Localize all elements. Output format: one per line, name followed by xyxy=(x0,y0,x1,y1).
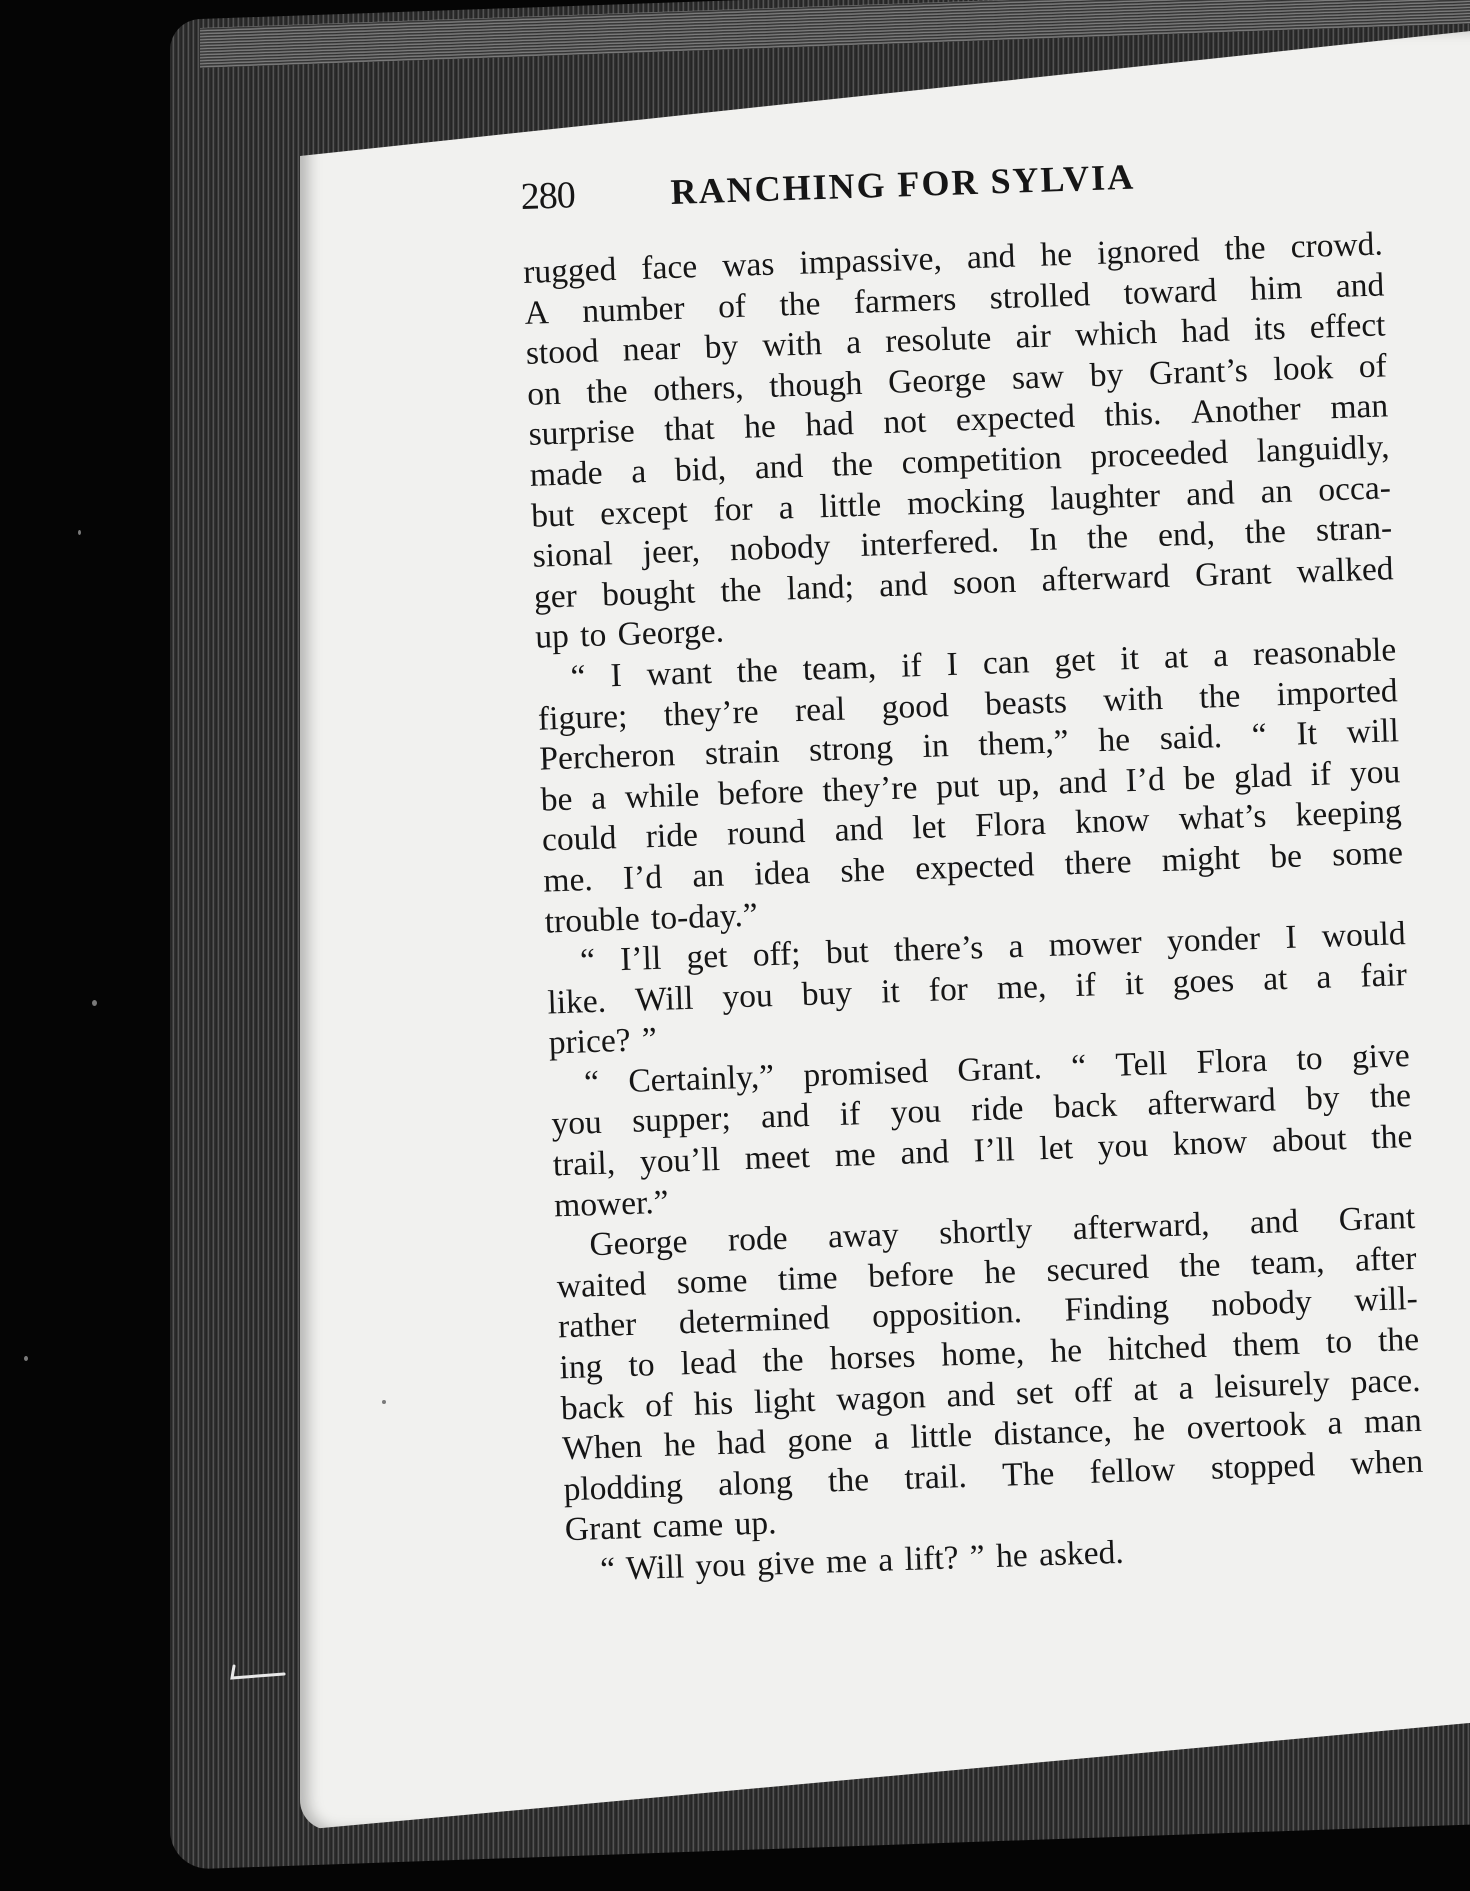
word: a xyxy=(1315,958,1332,996)
word: waited xyxy=(556,1265,647,1306)
word: if xyxy=(1309,755,1332,793)
word: get xyxy=(1053,641,1096,680)
word: me. xyxy=(542,860,594,900)
word: bought xyxy=(601,573,696,614)
word: they’re xyxy=(663,692,760,734)
word: fellow xyxy=(1089,1450,1176,1491)
word: face xyxy=(640,248,698,288)
word: buy xyxy=(801,974,853,1013)
word: the xyxy=(762,1341,805,1380)
word: rather xyxy=(557,1306,637,1346)
word: for xyxy=(928,970,969,1009)
word: this. xyxy=(1103,395,1162,435)
word: the xyxy=(1369,1077,1412,1116)
word: Grant xyxy=(1194,554,1272,594)
word: in xyxy=(921,727,950,766)
word: mocking xyxy=(906,481,1025,522)
word: know xyxy=(1074,801,1151,842)
word: give xyxy=(1351,1036,1411,1076)
word: expected xyxy=(914,846,1035,888)
word: know xyxy=(1172,1123,1248,1163)
word: goes xyxy=(1172,961,1235,1001)
word: and xyxy=(1249,1203,1299,1242)
word: you xyxy=(550,1104,603,1143)
word: at xyxy=(1163,638,1189,676)
word: near xyxy=(622,329,681,369)
word: some xyxy=(676,1261,749,1302)
word: beasts xyxy=(984,682,1068,723)
word: and xyxy=(834,810,884,850)
word: a xyxy=(1177,1368,1195,1407)
word: light xyxy=(753,1381,817,1421)
word: round xyxy=(726,813,806,853)
word: little xyxy=(909,1416,973,1456)
word: off; xyxy=(752,935,802,974)
text-line: “ Will you give me a lift? ” he asked. xyxy=(599,1533,1125,1589)
word: that xyxy=(663,410,716,449)
word: be xyxy=(540,780,573,819)
word: of xyxy=(1358,347,1388,386)
word: him xyxy=(1249,268,1303,308)
word: the xyxy=(736,651,779,691)
word: I xyxy=(1284,918,1298,957)
word: the xyxy=(1377,1320,1420,1360)
word: imported xyxy=(1276,671,1399,713)
word: by xyxy=(1089,355,1124,394)
text-line: price? ” xyxy=(548,1021,658,1062)
word: there’s xyxy=(893,929,984,970)
word: along xyxy=(717,1463,794,1503)
word: number xyxy=(581,289,686,330)
word: Grant. xyxy=(956,1049,1043,1089)
word: George xyxy=(887,360,987,401)
word: and xyxy=(945,1375,996,1415)
word: of xyxy=(644,1386,674,1425)
word: Grant’s xyxy=(1148,351,1249,393)
word: a xyxy=(1212,636,1229,675)
word: time xyxy=(777,1258,839,1298)
word: was xyxy=(721,245,775,285)
word: crowd. xyxy=(1289,225,1384,266)
word: be xyxy=(1269,837,1303,876)
word: at xyxy=(1262,959,1288,998)
word: of xyxy=(717,287,747,326)
word: A xyxy=(523,293,550,332)
word: ger xyxy=(533,577,578,616)
word: overtook xyxy=(1186,1405,1307,1447)
word: competition xyxy=(901,439,1063,482)
word: shortly xyxy=(938,1211,1033,1252)
word: the xyxy=(719,570,763,610)
word: George xyxy=(588,1223,689,1264)
word: the xyxy=(1244,512,1287,552)
word: languidly, xyxy=(1256,428,1391,470)
word: soon xyxy=(952,562,1017,602)
word: me xyxy=(834,1135,877,1175)
word: determined xyxy=(678,1299,831,1342)
word: sional xyxy=(532,535,614,575)
word: idea xyxy=(753,853,811,893)
word: fair xyxy=(1359,955,1408,995)
word: after xyxy=(1354,1239,1417,1279)
word: I’d xyxy=(1125,760,1166,799)
word: home, xyxy=(940,1333,1025,1374)
word: they’re xyxy=(821,768,918,810)
word: away xyxy=(827,1216,900,1256)
word: plodding xyxy=(562,1467,684,1509)
word: pace. xyxy=(1350,1361,1421,1401)
word: with xyxy=(1102,679,1164,719)
word: promised xyxy=(802,1052,929,1094)
word: to xyxy=(1325,1323,1353,1361)
word: you xyxy=(1097,1126,1149,1166)
word: horses xyxy=(829,1337,916,1378)
word: you xyxy=(721,976,774,1016)
word: he xyxy=(743,408,777,447)
word: “ xyxy=(1251,716,1268,755)
word: expected xyxy=(955,398,1076,440)
word: before xyxy=(867,1255,955,1295)
word: and xyxy=(878,565,929,605)
dust-speck xyxy=(24,1356,28,1361)
word: It xyxy=(1295,715,1318,753)
word: team, xyxy=(802,648,877,688)
word: land; xyxy=(786,567,855,608)
word: be xyxy=(1182,759,1216,798)
word: but xyxy=(825,932,870,972)
word: Certainly,” xyxy=(627,1057,775,1100)
word: strolled xyxy=(989,275,1091,317)
word: rode xyxy=(727,1219,789,1259)
word: surprise xyxy=(528,412,636,454)
word: what’s xyxy=(1178,797,1267,838)
word: the xyxy=(1178,1246,1221,1285)
text-line: trouble to-day.” xyxy=(544,896,759,941)
word: resolute xyxy=(884,319,992,361)
word: a xyxy=(1326,1404,1343,1443)
word: before xyxy=(717,772,805,813)
word: want xyxy=(646,653,713,694)
word: look xyxy=(1272,348,1334,388)
word: he xyxy=(1039,235,1073,274)
word: ignored xyxy=(1096,231,1201,272)
word: “ xyxy=(579,942,596,980)
word: which xyxy=(1074,314,1158,354)
word: afterward, xyxy=(1072,1205,1211,1248)
word: about xyxy=(1271,1120,1348,1160)
word: off xyxy=(1073,1371,1114,1410)
word: get xyxy=(685,937,729,976)
word: trail. xyxy=(903,1457,968,1497)
word: keeping xyxy=(1294,793,1403,834)
text-line: Grant came up. xyxy=(564,1504,778,1549)
word: its xyxy=(1253,309,1287,348)
word: wagon xyxy=(835,1377,927,1418)
word: the xyxy=(585,372,629,411)
word: them xyxy=(1232,1324,1301,1365)
body-text xyxy=(523,224,1427,1591)
word: I’ll xyxy=(619,939,662,979)
word: had xyxy=(804,405,855,445)
word: saw xyxy=(1011,357,1065,397)
word: mower xyxy=(1048,923,1143,964)
word: I’d xyxy=(622,858,663,897)
word: at xyxy=(1132,1370,1159,1408)
word: you xyxy=(890,1093,942,1132)
word: trail, xyxy=(552,1144,616,1184)
word: you xyxy=(1349,752,1401,792)
word: had xyxy=(716,1423,767,1463)
word: secured xyxy=(1045,1248,1150,1289)
word: rugged xyxy=(522,250,617,291)
word: with xyxy=(761,325,823,365)
word: and xyxy=(966,237,1016,277)
word: man xyxy=(1329,387,1389,427)
word: let xyxy=(1038,1129,1074,1168)
word: Flora xyxy=(974,805,1047,845)
word: end, xyxy=(1157,515,1216,555)
word: if xyxy=(839,1095,861,1134)
word: distance, xyxy=(993,1412,1113,1454)
word: me, xyxy=(996,967,1047,1007)
word: an xyxy=(1259,472,1293,511)
word: he xyxy=(1132,1410,1166,1449)
word: except xyxy=(599,492,689,533)
page-content xyxy=(520,146,1427,1591)
word: lead xyxy=(680,1343,738,1383)
word: effect xyxy=(1309,306,1387,347)
word: stran- xyxy=(1315,509,1393,549)
word: Tell xyxy=(1114,1044,1168,1084)
word: glad xyxy=(1233,756,1293,796)
word: would xyxy=(1321,915,1407,955)
word: he xyxy=(1097,721,1131,760)
word: said. xyxy=(1159,718,1223,758)
word: Grant xyxy=(1338,1199,1416,1239)
word: good xyxy=(881,686,950,726)
word: the xyxy=(1086,518,1129,557)
word: jeer, xyxy=(642,532,701,572)
word: proceeded xyxy=(1089,433,1229,476)
word: by xyxy=(1305,1079,1341,1118)
word: while xyxy=(624,776,700,816)
word: let xyxy=(911,808,947,847)
text-line: up to George. xyxy=(534,612,725,657)
dust-speck xyxy=(78,530,81,535)
word: When xyxy=(561,1427,643,1468)
word: put xyxy=(935,766,980,806)
word: back xyxy=(1053,1087,1118,1127)
dust-speck xyxy=(92,1000,97,1006)
word: it xyxy=(1119,639,1140,678)
word: air xyxy=(1014,317,1052,356)
word: strain xyxy=(704,732,780,773)
word: a xyxy=(778,488,795,527)
word: figure; xyxy=(537,697,628,738)
word: had xyxy=(1180,311,1231,351)
word: “ xyxy=(1070,1047,1087,1086)
word: laughter xyxy=(1049,476,1161,518)
word: the xyxy=(778,284,822,324)
word: like. xyxy=(546,982,607,1022)
word: there xyxy=(1063,843,1133,883)
pencil-mark-icon xyxy=(228,1662,288,1682)
word: little xyxy=(819,485,882,525)
word: yonder xyxy=(1166,919,1261,961)
word: to xyxy=(1295,1039,1324,1078)
word: made xyxy=(529,454,604,494)
word: leisurely xyxy=(1213,1364,1331,1406)
word: reasonable xyxy=(1252,631,1397,673)
dust-speck xyxy=(382,1400,386,1404)
word: might xyxy=(1161,839,1241,879)
word: I’ll xyxy=(973,1131,1016,1170)
text-line: mower.” xyxy=(553,1183,670,1225)
word: meet xyxy=(744,1138,811,1178)
word: impassive, xyxy=(798,240,943,282)
word: though xyxy=(768,364,863,405)
word: by xyxy=(704,328,739,367)
word: he xyxy=(663,1426,697,1465)
word: a xyxy=(630,452,647,491)
word: it xyxy=(1124,964,1145,1003)
word: you’ll xyxy=(639,1140,721,1181)
word: others, xyxy=(652,368,745,409)
word: man xyxy=(1363,1402,1423,1441)
word: stopped xyxy=(1210,1446,1316,1487)
word: Flora xyxy=(1195,1041,1268,1081)
word: afterward xyxy=(1040,557,1171,599)
word: I xyxy=(946,645,959,684)
word: opposition. xyxy=(871,1293,1023,1336)
word: Finding xyxy=(1063,1288,1170,1329)
running-title: RANCHING FOR SYLVIA xyxy=(669,156,1136,213)
word: to xyxy=(627,1346,656,1385)
word: and xyxy=(1185,474,1236,513)
word: nobody xyxy=(1210,1283,1313,1325)
word: toward xyxy=(1123,271,1218,312)
word: The xyxy=(1001,1454,1055,1494)
word: Another xyxy=(1190,390,1302,432)
word: In xyxy=(1028,520,1058,559)
word: “ xyxy=(583,1063,600,1102)
word: nobody xyxy=(729,528,832,569)
word: the xyxy=(827,1460,870,1500)
word: the xyxy=(831,445,874,484)
word: could xyxy=(541,819,618,859)
word: set xyxy=(1015,1373,1054,1412)
word: team, xyxy=(1250,1242,1326,1283)
word: will xyxy=(1346,712,1400,752)
word: ride xyxy=(645,816,699,856)
word: Percheron xyxy=(538,736,676,778)
word: the xyxy=(1223,229,1267,268)
word: for xyxy=(713,490,754,529)
word: if xyxy=(900,646,923,685)
word: hitched xyxy=(1107,1327,1208,1369)
word: them,” xyxy=(977,723,1070,764)
word: back xyxy=(560,1387,625,1427)
word: a xyxy=(1007,927,1025,966)
word: gone xyxy=(786,1420,853,1461)
page-number: 280 xyxy=(520,174,576,218)
word: a xyxy=(590,779,607,817)
word: stood xyxy=(525,332,600,373)
word: will- xyxy=(1353,1280,1419,1320)
word: can xyxy=(982,643,1030,682)
word: and xyxy=(1335,266,1385,305)
word: occa- xyxy=(1317,468,1392,509)
word: walked xyxy=(1296,550,1395,591)
word: supper; xyxy=(631,1100,732,1141)
word: farmers xyxy=(853,280,957,321)
word: ing xyxy=(558,1347,603,1387)
word: a xyxy=(845,323,862,362)
word: and xyxy=(1057,762,1108,802)
word: the xyxy=(1370,1118,1413,1157)
word: when xyxy=(1349,1442,1424,1482)
word: the xyxy=(1198,676,1241,716)
word: if xyxy=(1074,966,1097,1004)
word: up, xyxy=(997,764,1041,804)
word: an xyxy=(691,856,725,895)
word: strong xyxy=(808,729,894,769)
word: but xyxy=(530,495,575,535)
word: not xyxy=(882,403,927,442)
word: real xyxy=(794,690,846,729)
word: ride xyxy=(970,1090,1025,1130)
word: and xyxy=(754,447,804,487)
word: he xyxy=(983,1253,1017,1292)
word: I xyxy=(609,656,623,695)
word: bid, xyxy=(674,450,727,489)
word: some xyxy=(1331,834,1404,874)
word: a xyxy=(873,1419,890,1458)
word: it xyxy=(880,972,901,1011)
word: and xyxy=(899,1133,950,1172)
word: she xyxy=(839,851,886,890)
word: Will xyxy=(634,979,694,1019)
word: interfered. xyxy=(859,522,1000,565)
word: and xyxy=(760,1097,811,1136)
word: he xyxy=(1049,1332,1083,1371)
word: afterward xyxy=(1146,1081,1277,1124)
word: “ xyxy=(570,658,587,696)
word: his xyxy=(693,1384,734,1423)
word: on xyxy=(526,374,562,413)
